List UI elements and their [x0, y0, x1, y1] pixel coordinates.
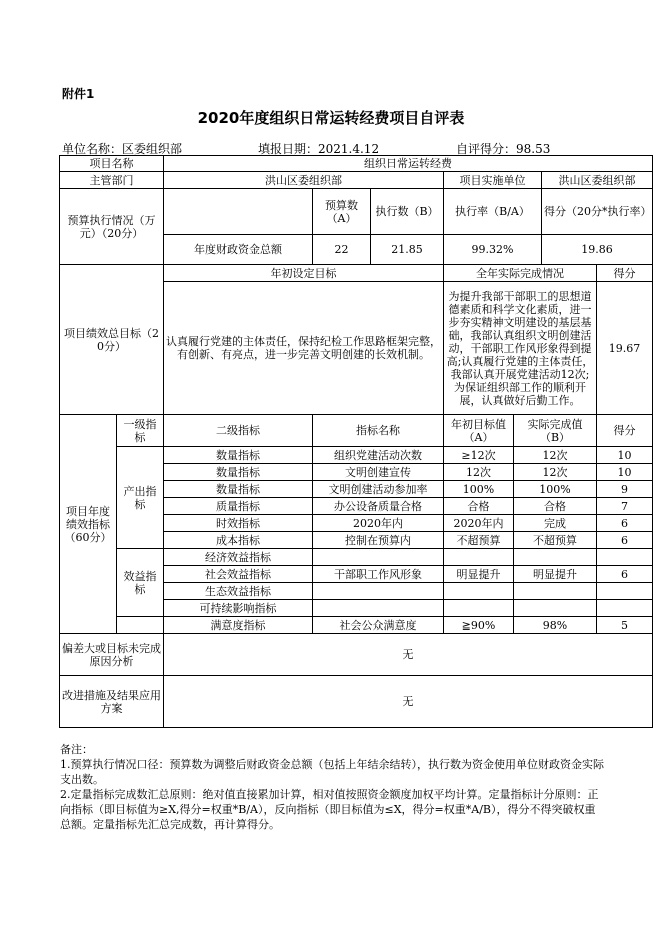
- name-cell: [313, 549, 444, 566]
- goal-target-text: 认真履行党建的主体责任，保持纪检工作思路框架完整，有创新、有亮点，进一步完善文明创建的长效机制。: [164, 282, 444, 415]
- indicator-col-name: 指标名称: [313, 415, 444, 447]
- score-cell: [597, 549, 653, 566]
- improve-label: 改进措施及结果应用方案: [60, 676, 164, 728]
- budget-row-label: 年度财政资金总额: [164, 235, 313, 265]
- project-name-label: 项目名称: [60, 156, 164, 172]
- actual-cell: 12次: [514, 447, 597, 464]
- score-cell: 6: [597, 566, 653, 583]
- notes: [60, 742, 606, 832]
- satisfaction-row: [60, 617, 653, 634]
- indicator-label: 项目年度绩效指标（60分）: [60, 415, 117, 634]
- target-cell: 明显提升: [444, 566, 514, 583]
- name-cell: 文明创建宣传: [313, 464, 444, 481]
- goal-col-target: 年初设定目标: [164, 265, 444, 282]
- actual-cell: 不超预算: [514, 532, 597, 549]
- name-cell: 办公设备质量合格: [313, 498, 444, 515]
- indicator-col-level2: 二级指标: [164, 415, 313, 447]
- dept-label: 主管部门: [60, 172, 164, 189]
- group-output: 产出指标: [117, 447, 164, 549]
- score-cell: 7: [597, 498, 653, 515]
- notes-title: 备注：: [60, 743, 93, 756]
- target-cell: ≧90%: [444, 617, 514, 634]
- exec-value: 21.85: [371, 235, 444, 265]
- improve-value: 无: [164, 676, 653, 728]
- satisfaction-level1-blank: [117, 617, 164, 634]
- actual-cell: [514, 600, 597, 617]
- score-cell: [597, 583, 653, 600]
- score-cell: 9: [597, 481, 653, 498]
- actual-cell: 98%: [514, 617, 597, 634]
- level2-cell: 质量指标: [164, 498, 313, 515]
- budget-blank: [164, 189, 313, 235]
- goal-actual-text: 为提升我部干部职工的思想道德素质和科学文化素质，进一步夯实精神文明建设的基层基础，我部认真组织文明创建活动，干部职工作风形象得到提高;认真履行党建的主体责任，我部认真开展党建活动12次;为保证组织部工作的顺利开展，认真做好后勤工作。: [444, 282, 597, 415]
- self-score: 自评得分：98.53: [456, 142, 551, 156]
- rate-value: 99.32%: [444, 235, 542, 265]
- goal-label: 项目绩效总目标（20分）: [60, 265, 164, 415]
- indicator-col-score: 得分: [597, 415, 653, 447]
- fill-date: 填报日期：2021.4.12: [258, 142, 380, 156]
- indicator-header-row: [60, 415, 653, 447]
- name-cell: 文明创建活动参加率: [313, 481, 444, 498]
- target-cell: 2020年内: [444, 515, 514, 532]
- target-cell: [444, 583, 514, 600]
- budget-label: 预算执行情况（万元）（20分）: [60, 189, 164, 265]
- name-cell: 干部职工作风形象: [313, 566, 444, 583]
- score-cell: 6: [597, 515, 653, 532]
- target-cell: 合格: [444, 498, 514, 515]
- level2-cell: 成本指标: [164, 532, 313, 549]
- actual-cell: [514, 583, 597, 600]
- deviation-label: 偏差大或目标未完成原因分析: [60, 634, 164, 676]
- goal-header-row: [60, 265, 653, 282]
- score-cell: [597, 600, 653, 617]
- evaluation-table: [59, 155, 653, 728]
- name-cell: [313, 600, 444, 617]
- unit-name: 单位名称：区委组织部: [62, 142, 183, 156]
- target-cell: 不超预算: [444, 532, 514, 549]
- budget-header-row: [60, 189, 653, 235]
- impl-value: 洪山区委组织部: [542, 172, 653, 189]
- name-cell: 控制在预算内: [313, 532, 444, 549]
- goal-score: 19.67: [597, 282, 653, 415]
- goal-col-actual: 全年实际完成情况: [444, 265, 597, 282]
- actual-cell: 完成: [514, 515, 597, 532]
- level2-cell: 时效指标: [164, 515, 313, 532]
- notes-line-2: 2.定量指标完成数汇总原则：绝对值直接累加计算，相对值按照资金额度加权平均计算。定量指标计分原则：正向指标（即目标值为≥X,得分=权重*B/A），反向指标（即目标值为≤X，得分=权重*A/B），得分不得突破权重总额。定量指标先汇总完成数，再计算得分。: [60, 788, 599, 831]
- indicator-col-target: 年初目标值（A）: [444, 415, 514, 447]
- actual-cell: 合格: [514, 498, 597, 515]
- name-cell: 组织党建活动次数: [313, 447, 444, 464]
- attachment-label: 附件1: [62, 87, 95, 101]
- page-title: 2020年度组织日常运转经费项目自评表: [197, 109, 465, 127]
- name-cell: [313, 583, 444, 600]
- level2-cell: 数量指标: [164, 464, 313, 481]
- target-cell: 100%: [444, 481, 514, 498]
- actual-cell: [514, 549, 597, 566]
- level2-cell: 可持续影响指标: [164, 600, 313, 617]
- deviation-value: 无: [164, 634, 653, 676]
- score-cell: 6: [597, 532, 653, 549]
- budget-col-budget: 预算数（A）: [313, 189, 371, 235]
- notes-line-1: 1.预算执行情况口径：预算数为调整后财政资金总额（包括上年结余结转），执行数为资金使用单位财政资金实际支出数。: [60, 758, 604, 786]
- table-row: [60, 549, 653, 566]
- score-cell: 5: [597, 617, 653, 634]
- dept-row: [60, 172, 653, 189]
- actual-cell: 明显提升: [514, 566, 597, 583]
- target-cell: ≥12次: [444, 447, 514, 464]
- level2-cell: 满意度指标: [164, 617, 313, 634]
- project-name-row: [60, 156, 653, 172]
- level2-cell: 生态效益指标: [164, 583, 313, 600]
- project-name-value: 组织日常运转经费: [164, 156, 653, 172]
- table-row: [60, 447, 653, 464]
- budget-score-value: 19.86: [542, 235, 653, 265]
- budget-col-score: 得分（20分*执行率）: [542, 189, 653, 235]
- target-cell: 12次: [444, 464, 514, 481]
- indicator-col-level1: 一级指标: [117, 415, 164, 447]
- score-cell: 10: [597, 447, 653, 464]
- budget-value: 22: [313, 235, 371, 265]
- level2-cell: 经济效益指标: [164, 549, 313, 566]
- dept-value: 洪山区委组织部: [164, 172, 444, 189]
- impl-label: 项目实施单位: [444, 172, 542, 189]
- improve-row: [60, 676, 653, 728]
- actual-cell: 100%: [514, 481, 597, 498]
- budget-col-exec: 执行数（B）: [371, 189, 444, 235]
- goal-col-score: 得分: [597, 265, 653, 282]
- level2-cell: 数量指标: [164, 447, 313, 464]
- target-cell: [444, 549, 514, 566]
- level2-cell: 社会效益指标: [164, 566, 313, 583]
- budget-col-rate: 执行率（B/A）: [444, 189, 542, 235]
- score-cell: 10: [597, 464, 653, 481]
- group-benefit: 效益指标: [117, 549, 164, 617]
- target-cell: [444, 600, 514, 617]
- indicator-col-actual: 实际完成值（B）: [514, 415, 597, 447]
- name-cell: 2020年内: [313, 515, 444, 532]
- level2-cell: 数量指标: [164, 481, 313, 498]
- deviation-row: [60, 634, 653, 676]
- name-cell: 社会公众满意度: [313, 617, 444, 634]
- actual-cell: 12次: [514, 464, 597, 481]
